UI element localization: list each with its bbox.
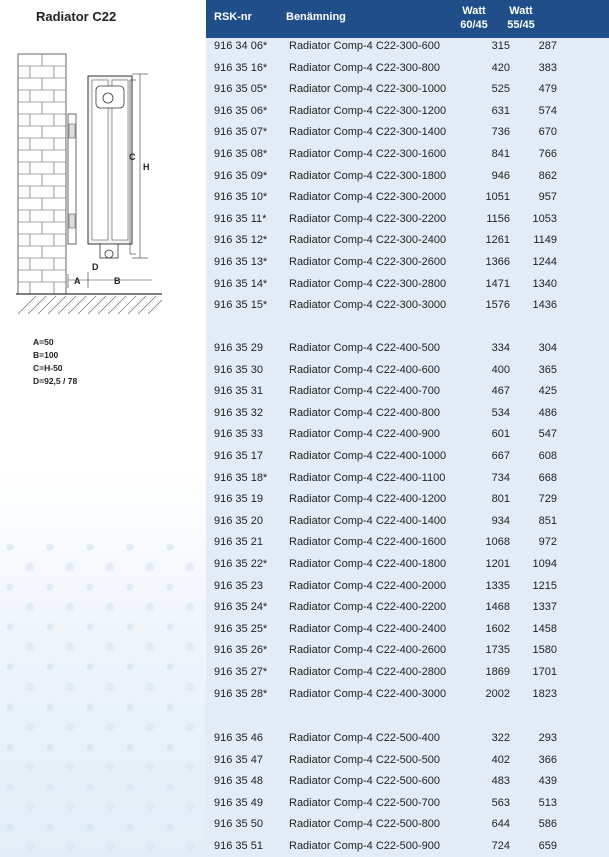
table-row (206, 576, 609, 597)
rsk-cell: 916 35 33 (214, 428, 263, 441)
watt-60-45-cell: 601 (491, 428, 510, 441)
watt-60-45-cell: 1602 (485, 622, 510, 635)
watt-60-45-cell: 402 (491, 753, 510, 766)
table-row (206, 209, 609, 230)
table-row (206, 424, 609, 445)
watt-55-45-cell: 729 (538, 493, 557, 506)
header-rsk: RSK-nr (214, 11, 252, 23)
name-cell: Radiator Comp-4 C22-500-800 (289, 818, 441, 831)
table-row (206, 684, 609, 705)
watt-60-45-cell: 467 (491, 385, 510, 398)
watt-55-45-cell: 1580 (532, 644, 557, 657)
name-cell: Radiator Comp-4 C22-400-2600 (289, 644, 447, 657)
watt-60-45-cell: 1051 (485, 191, 510, 204)
rsk-cell: 916 35 22* (214, 558, 268, 570)
header-watt2-top: Watt (509, 5, 533, 17)
watt-60-45-cell: 525 (491, 83, 510, 96)
name-cell: Radiator Comp-4 C22-400-700 (289, 385, 441, 398)
table-row (206, 489, 609, 510)
watt-60-45-cell: 946 (491, 169, 510, 182)
rsk-cell: 916 35 31 (214, 385, 263, 398)
watt-55-45-cell: 1215 (532, 579, 557, 592)
rsk-cell: 916 35 46 (214, 732, 263, 744)
watt-60-45-cell: 1471 (485, 277, 510, 290)
name-cell: Radiator Comp-4 C22-400-1000 (289, 450, 447, 462)
watt-55-45-cell: 547 (538, 428, 557, 441)
watt-55-45-cell: 668 (538, 471, 557, 484)
table-row (206, 166, 609, 187)
name-cell: Radiator Comp-4 C22-500-400 (289, 732, 441, 744)
watt-60-45-cell: 420 (491, 61, 510, 74)
rsk-cell: 916 35 15* (214, 299, 268, 312)
watt-55-45-cell: 479 (538, 83, 557, 96)
name-cell: Radiator Comp-4 C22-400-1600 (289, 536, 447, 549)
watt-55-45-cell: 972 (538, 536, 557, 549)
table-row (206, 274, 609, 295)
table-row (206, 728, 609, 749)
watt-55-45-cell: 670 (538, 126, 557, 139)
watt-55-45-cell: 486 (538, 406, 557, 419)
watt-60-45-cell: 534 (491, 406, 510, 419)
rsk-cell: 916 35 23 (214, 579, 263, 592)
name-cell: Radiator Comp-4 C22-500-600 (289, 775, 441, 788)
watt-55-45-cell: 766 (538, 148, 557, 160)
watt-60-45-cell: 1261 (485, 234, 510, 247)
label-b: B (114, 276, 121, 286)
watt-55-45-cell: 659 (538, 840, 557, 852)
watt-60-45-cell: 1366 (485, 256, 510, 268)
watt-60-45-cell: 563 (491, 796, 510, 809)
watt-55-45-cell: 1823 (532, 687, 557, 700)
watt-55-45-cell: 1149 (533, 234, 557, 247)
watt-60-45-cell: 1869 (485, 666, 510, 678)
watt-55-45-cell: 383 (538, 61, 557, 74)
page-title: Radiator C22 (36, 9, 117, 24)
name-cell: Radiator Comp-4 C22-300-600 (289, 40, 441, 52)
name-cell: Radiator Comp-4 C22-300-1600 (289, 148, 447, 160)
watt-60-45-cell: 734 (491, 471, 510, 484)
name-cell: Radiator Comp-4 C22-400-1800 (289, 558, 447, 570)
rsk-cell: 916 35 08* (214, 148, 268, 160)
rsk-cell: 916 35 16* (214, 61, 268, 74)
watt-55-45-cell: 1436 (532, 299, 557, 312)
table-row (206, 597, 609, 618)
table-row (206, 619, 609, 640)
decorative-pattern (0, 537, 206, 857)
dimension-c: C=H-50 (33, 363, 63, 373)
name-cell: Radiator Comp-4 C22-500-500 (289, 753, 441, 766)
watt-55-45-cell: 439 (538, 775, 557, 788)
table-row (206, 532, 609, 553)
rsk-cell: 916 35 14* (214, 277, 268, 290)
rsk-cell: 916 35 48 (214, 775, 263, 788)
watt-55-45-cell: 957 (538, 191, 557, 204)
watt-60-45-cell: 841 (491, 148, 510, 160)
table-row (206, 403, 609, 424)
name-cell: Radiator Comp-4 C22-400-600 (289, 363, 441, 376)
table-row (206, 144, 609, 165)
watt-55-45-cell: 1244 (532, 256, 557, 268)
label-a: A (74, 276, 81, 286)
rsk-cell: 916 35 21 (214, 536, 263, 549)
table-row (206, 36, 609, 57)
watt-55-45-cell: 851 (538, 514, 557, 527)
rsk-cell: 916 35 29 (214, 342, 263, 354)
watt-55-45-cell: 1337 (532, 601, 557, 614)
rsk-cell: 916 35 18* (214, 471, 268, 484)
radiator-diagram (12, 44, 202, 324)
watt-55-45-cell: 862 (538, 169, 557, 182)
watt-55-45-cell: 304 (538, 342, 557, 354)
watt-60-45-cell: 1335 (485, 579, 510, 592)
name-cell: Radiator Comp-4 C22-300-2600 (289, 256, 447, 268)
header-watt2-bottom: 55/45 (507, 19, 535, 31)
rsk-cell: 916 35 49 (214, 796, 263, 809)
watt-55-45-cell: 1340 (532, 277, 557, 290)
watt-60-45-cell: 400 (491, 363, 510, 376)
rsk-cell: 916 35 51 (214, 840, 263, 852)
name-cell: Radiator Comp-4 C22-400-2000 (289, 579, 447, 592)
name-cell: Radiator Comp-4 C22-400-3000 (289, 687, 447, 700)
name-cell: Radiator Comp-4 C22-300-2800 (289, 277, 447, 290)
label-c: C (129, 152, 136, 162)
table-row (206, 468, 609, 489)
watt-60-45-cell: 644 (491, 818, 510, 831)
table-row (206, 295, 609, 316)
label-d: D (92, 262, 99, 272)
name-cell: Radiator Comp-4 C22-300-2000 (289, 191, 447, 204)
watt-55-45-cell: 293 (538, 732, 557, 744)
name-cell: Radiator Comp-4 C22-400-2400 (289, 622, 447, 635)
table-row (206, 793, 609, 814)
rsk-cell: 916 35 24* (214, 601, 268, 614)
table-row (206, 640, 609, 661)
rsk-cell: 916 35 50 (214, 818, 263, 831)
name-cell: Radiator Comp-4 C22-500-900 (289, 840, 441, 852)
table-row (206, 122, 609, 143)
dimension-list (33, 336, 77, 388)
watt-60-45-cell: 1576 (485, 299, 510, 312)
name-cell: Radiator Comp-4 C22-400-800 (289, 406, 441, 419)
table-row (206, 338, 609, 359)
watt-55-45-cell: 365 (538, 363, 557, 376)
table-row (206, 446, 609, 467)
watt-60-45-cell: 1201 (485, 558, 510, 570)
rsk-cell: 916 35 07* (214, 126, 268, 139)
rsk-cell: 916 35 30 (214, 363, 263, 376)
rsk-cell: 916 35 28* (214, 687, 268, 700)
name-cell: Radiator Comp-4 C22-300-1000 (289, 83, 447, 96)
watt-55-45-cell: 1701 (532, 666, 557, 678)
watt-55-45-cell: 586 (538, 818, 557, 831)
table-row (206, 750, 609, 771)
rsk-cell: 916 35 12* (214, 234, 268, 247)
rsk-cell: 916 35 05* (214, 83, 268, 96)
watt-55-45-cell: 425 (538, 385, 557, 398)
rsk-cell: 916 35 27* (214, 666, 268, 678)
watt-60-45-cell: 736 (491, 126, 510, 139)
rsk-cell: 916 35 26* (214, 644, 268, 657)
table-row (206, 360, 609, 381)
left-panel (0, 0, 206, 857)
table-row (206, 187, 609, 208)
label-h: H (143, 162, 150, 172)
rsk-cell: 916 34 06* (214, 40, 268, 52)
watt-60-45-cell: 1068 (485, 536, 510, 549)
rsk-cell: 916 35 09* (214, 169, 268, 182)
header-name: Benämning (286, 11, 346, 23)
watt-55-45-cell: 574 (538, 104, 557, 117)
name-cell: Radiator Comp-4 C22-400-900 (289, 428, 441, 441)
product-table (206, 0, 609, 857)
watt-55-45-cell: 287 (538, 40, 557, 52)
rsk-cell: 916 35 11* (214, 212, 267, 225)
name-cell: Radiator Comp-4 C22-400-1200 (289, 493, 447, 506)
rsk-cell: 916 35 47 (214, 753, 263, 766)
watt-60-45-cell: 483 (491, 775, 510, 788)
rsk-cell: 916 35 13* (214, 256, 268, 268)
name-cell: Radiator Comp-4 C22-300-800 (289, 61, 441, 74)
watt-60-45-cell: 334 (491, 342, 510, 354)
rsk-cell: 916 35 25* (214, 622, 268, 635)
name-cell: Radiator Comp-4 C22-300-2200 (289, 212, 447, 225)
table-row (206, 58, 609, 79)
table-header (206, 0, 609, 38)
name-cell: Radiator Comp-4 C22-400-2800 (289, 666, 447, 678)
header-watt1-bottom: 60/45 (460, 19, 488, 31)
name-cell: Radiator Comp-4 C22-400-2200 (289, 601, 447, 614)
watt-60-45-cell: 322 (491, 732, 510, 744)
table-row (206, 662, 609, 683)
rsk-cell: 916 35 20 (214, 514, 263, 527)
header-watt1-top: Watt (462, 5, 486, 17)
table-row (206, 230, 609, 251)
name-cell: Radiator Comp-4 C22-500-700 (289, 796, 441, 809)
dimension-d: D=92,5 / 78 (33, 376, 78, 386)
watt-60-45-cell: 724 (491, 840, 510, 852)
watt-60-45-cell: 1735 (485, 644, 510, 657)
table-row (206, 79, 609, 100)
name-cell: Radiator Comp-4 C22-300-1400 (289, 126, 447, 139)
rsk-cell: 916 35 19 (214, 493, 263, 506)
name-cell: Radiator Comp-4 C22-300-1200 (289, 104, 447, 117)
watt-60-45-cell: 1468 (485, 601, 510, 614)
table-row (206, 554, 609, 575)
table-row (206, 381, 609, 402)
name-cell: Radiator Comp-4 C22-400-1400 (289, 514, 447, 527)
watt-60-45-cell: 1156 (486, 212, 510, 225)
rsk-cell: 916 35 17 (214, 450, 263, 462)
table-row (206, 252, 609, 273)
watt-55-45-cell: 1458 (532, 622, 557, 635)
watt-55-45-cell: 1094 (532, 558, 557, 570)
watt-55-45-cell: 1053 (532, 212, 557, 225)
watt-55-45-cell: 513 (538, 796, 557, 809)
table-row (206, 771, 609, 792)
name-cell: Radiator Comp-4 C22-300-3000 (289, 299, 447, 312)
rsk-cell: 916 35 10* (214, 191, 268, 204)
dimension-b: B=100 (33, 350, 59, 360)
watt-55-45-cell: 608 (538, 450, 557, 462)
name-cell: Radiator Comp-4 C22-300-1800 (289, 169, 447, 182)
name-cell: Radiator Comp-4 C22-400-500 (289, 342, 441, 354)
watt-60-45-cell: 2002 (485, 687, 510, 700)
table-row (206, 836, 609, 857)
watt-60-45-cell: 934 (491, 514, 510, 527)
rsk-cell: 916 35 32 (214, 406, 263, 419)
watt-60-45-cell: 801 (491, 493, 510, 506)
watt-60-45-cell: 315 (491, 40, 510, 52)
watt-60-45-cell: 667 (491, 450, 510, 462)
rsk-cell: 916 35 06* (214, 104, 268, 117)
dimension-a: A=50 (33, 337, 54, 347)
table-row (206, 101, 609, 122)
name-cell: Radiator Comp-4 C22-400-1100 (289, 471, 446, 484)
watt-55-45-cell: 366 (538, 753, 557, 766)
name-cell: Radiator Comp-4 C22-300-2400 (289, 234, 447, 247)
watt-60-45-cell: 631 (491, 104, 510, 117)
table-row (206, 814, 609, 835)
table-row (206, 511, 609, 532)
